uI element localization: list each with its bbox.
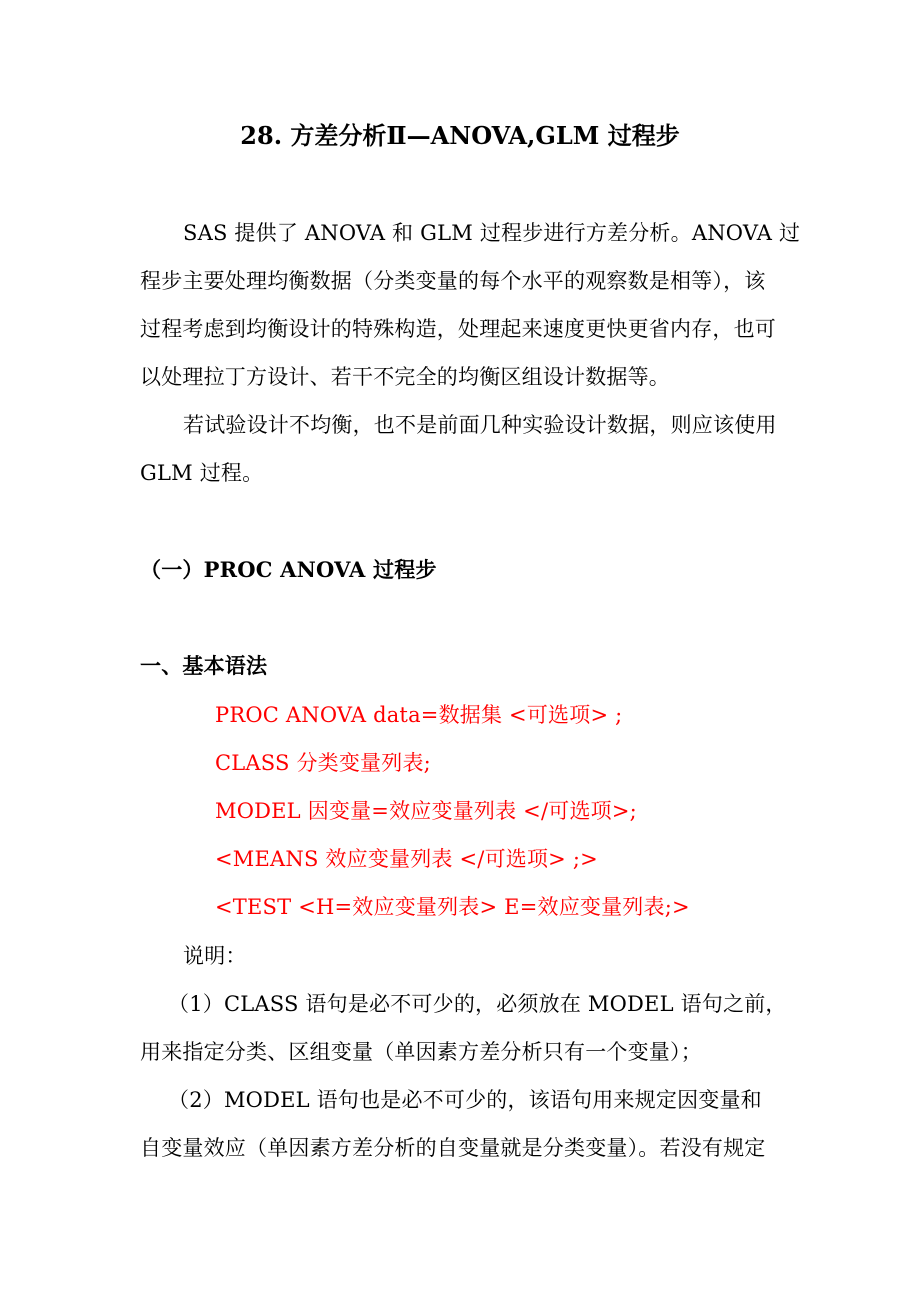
note2-line-2: 自变量效应（单因素方差分析的自变量就是分类变量）。若没有规定 bbox=[140, 1136, 766, 1160]
note-label: 说明： bbox=[183, 944, 247, 968]
syntax-line-class: CLASS 分类变量列表; bbox=[215, 751, 431, 775]
note1-line-1: （1）CLASS 语句是必不可少的，必须放在 MODEL 语句之前， bbox=[168, 992, 787, 1016]
intro-p2-line-1: 若试验设计不均衡，也不是前面几种实验设计数据，则应该使用 bbox=[183, 413, 777, 437]
section-heading-proc-anova: （一）PROC ANOVA 过程步 bbox=[140, 557, 437, 582]
page-title: 28. 方差分析Ⅱ—ANOVA,GLM 过程步 bbox=[240, 121, 680, 150]
syntax-line-model: MODEL 因变量=效应变量列表 </可选项>; bbox=[215, 799, 637, 823]
intro-p2-line-2: GLM 过程。 bbox=[140, 461, 264, 485]
intro-p1-line-2: 程步主要处理均衡数据（分类变量的每个水平的观察数是相等），该 bbox=[140, 269, 766, 293]
syntax-line-test: <TEST <H=效应变量列表> E=效应变量列表;> bbox=[215, 895, 690, 919]
intro-p1-line-1: SAS 提供了 ANOVA 和 GLM 过程步进行方差分析。ANOVA 过 bbox=[183, 221, 801, 245]
syntax-line-means: <MEANS 效应变量列表 </可选项> ;> bbox=[215, 847, 598, 871]
note1-line-2: 用来指定分类、区组变量（单因素方差分析只有一个变量）； bbox=[140, 1040, 702, 1064]
syntax-line-proc: PROC ANOVA data=数据集 <可选项> ; bbox=[215, 703, 623, 727]
note2-line-1: （2）MODEL 语句也是必不可少的，该语句用来规定因变量和 bbox=[168, 1088, 762, 1112]
intro-p1-line-4: 以处理拉丁方设计、若干不完全的均衡区组设计数据等。 bbox=[140, 365, 670, 389]
intro-p1-line-3: 过程考虑到均衡设计的特殊构造，处理起来速度更快更省内存，也可 bbox=[140, 317, 776, 341]
subsection-heading-basic-syntax: 一、基本语法 bbox=[140, 653, 268, 678]
